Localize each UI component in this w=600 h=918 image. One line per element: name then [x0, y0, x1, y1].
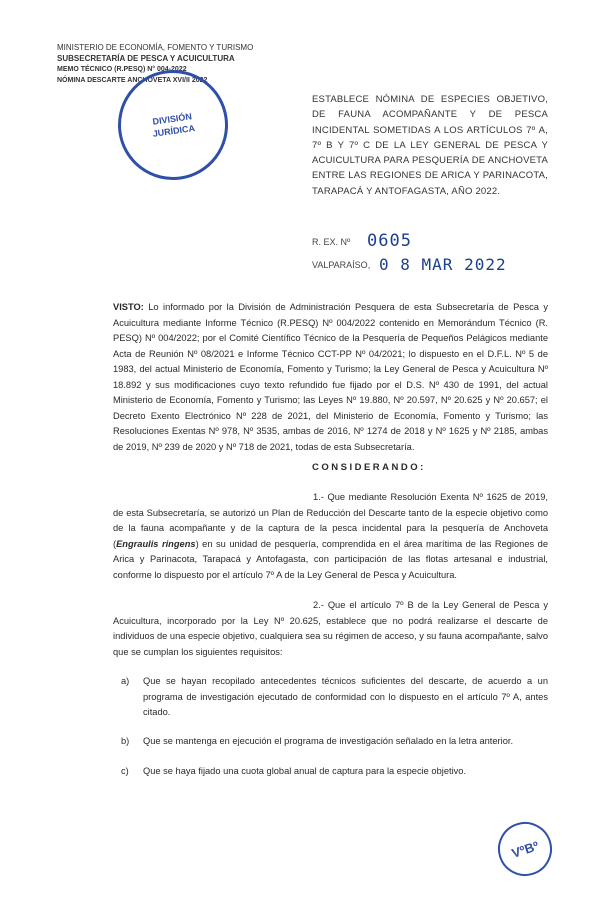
resolution-date: 0 8 MAR 2022	[379, 255, 507, 274]
rex-number: 0605	[367, 231, 412, 251]
visto-text: Lo informado por la División de Administración Pesquera de esta Subsecretaría de Pesca y Acuicultura mediante Informe Técnico (R.PESQ) Nº 004/2022 contenido en Memorándum Técnico (R. PESQ) Nº 004/2022; por el Comité Científico Técnico de la Pesquería de Pequeños Pelágicos mediante Acta de Reunión Nº 08/2021 e Informe Técnico CCT-PP Nº 04/2021; lo dispuesto en el D.F.L. Nº 5 de 1983, del actual Ministerio de Economía, Fomento y Turismo; la Ley General de Pesca y Acuicultura Nº 18.892 y sus modificaciones cuyo texto refundido fue fijado por el D.S. Nº 430 de 1991, del actual Ministerio de Economía, Fomento y Turismo; las Leyes Nº 19.880, Nº 20.597, Nº 20.625 y Nº 20.657; el Decreto Exento Electrónico Nº 228 de 2021, del Ministerio de Economía, Fomento y Turismo; las Resoluciones Exentas Nº 978, Nº 3535, ambas de 2016, Nº 1274 de 2018 y Nº 1625 y Nº 2185, ambas de 2019, Nº 239 de 2020 y Nº 718 de 2021, todas de esta Subsecretaría.	[113, 302, 548, 452]
visto-paragraph	[113, 300, 548, 455]
item-key: b)	[121, 736, 130, 746]
rex-label: R. EX. Nº	[312, 237, 351, 247]
nomina-reference: NÓMINA DESCARTE ANCHOVETA XVI/II 2022	[57, 77, 208, 84]
vobo-text: VºBº	[509, 837, 541, 861]
p1-text-a: 1.- Que mediante Resolución Exenta Nº 1625 de 2019, de esta Subsecretaría, se autorizó un Plan de Reducción del Descarte tanto de la especie objetivo como de la fauna acompañante y de la captura de la pesca incidental para la pesquería de Anchoveta (	[113, 492, 548, 549]
visto-label: VISTO:	[113, 302, 144, 312]
p1-text-b: ) en su unidad de pesquería, comprendida en el área marítima de las Regiones de Arica y Parinacota, Tarapacá y Antofagasta, con participación de las flotas artesanal e industrial, conforme lo dispuesto por el artículo 7º A de la Ley General de Pesca y Acuicultura.	[113, 538, 548, 580]
considerando-heading: CONSIDERANDO:	[312, 462, 426, 473]
item-text: Que se hayan recopilado antecedentes técnicos suficientes del descarte, de acuerdo a un programa de investigación ejecutado de conformidad con lo dispuesto en el artículo 7º A, antes citado.	[143, 676, 548, 717]
item-text: Que se mantenga en ejecución el programa de investigación señalado en la letra anterior.	[143, 736, 514, 746]
place-label: VALPARAÍSO,	[312, 260, 371, 270]
stamp-line-1: DIVISIÓN	[151, 111, 193, 127]
subsecretaria-name: SUBSECRETARÍA DE PESCA Y ACUICULTURA	[57, 54, 235, 63]
considerando-paragraph-1	[113, 490, 548, 583]
memo-reference: MEMO TÉCNICO (R.PESQ) N° 004-2022	[57, 66, 187, 73]
species-name: Engraulis ringens	[116, 538, 196, 549]
resolution-title: ESTABLECE NÓMINA DE ESPECIES OBJETIVO, DE FAUNA ACOMPAÑANTE Y DE PESCA INCIDENTAL SOMETIDAS A LOS ARTÍCULOS 7º A, 7º B Y 7º C DE LA LEY GENERAL DE PESCA Y ACUICULTURA PARA PESQUERÍA DE ANCHOVETA ENTRE LAS REGIONES DE ARICA Y PARINACOTA, TARAPACÁ Y ANTOFAGASTA, AÑO 2022.	[312, 94, 548, 197]
vobo-stamp	[491, 815, 559, 883]
stamp-line-2: JURÍDICA	[152, 123, 196, 139]
item-key: c)	[121, 766, 129, 776]
considerando-paragraph-2: 2.- Que el artículo 7º B de la Ley General de Pesca y Acuicultura, incorporado por la Ley Nº 20.625, establece que no podrá realizarse el descarte de individuos de una especie objetivo, cualquiera sea su régimen de acceso, y su fauna acompañante, salvo que se cumplan los siguientes requisitos:	[113, 600, 548, 657]
ministry-name: MINISTERIO DE ECONOMÍA, FOMENTO Y TURISMO	[57, 43, 254, 52]
item-text: Que se haya fijado una cuota global anual de captura para la especie objetivo.	[143, 766, 467, 776]
item-key: a)	[121, 676, 130, 686]
